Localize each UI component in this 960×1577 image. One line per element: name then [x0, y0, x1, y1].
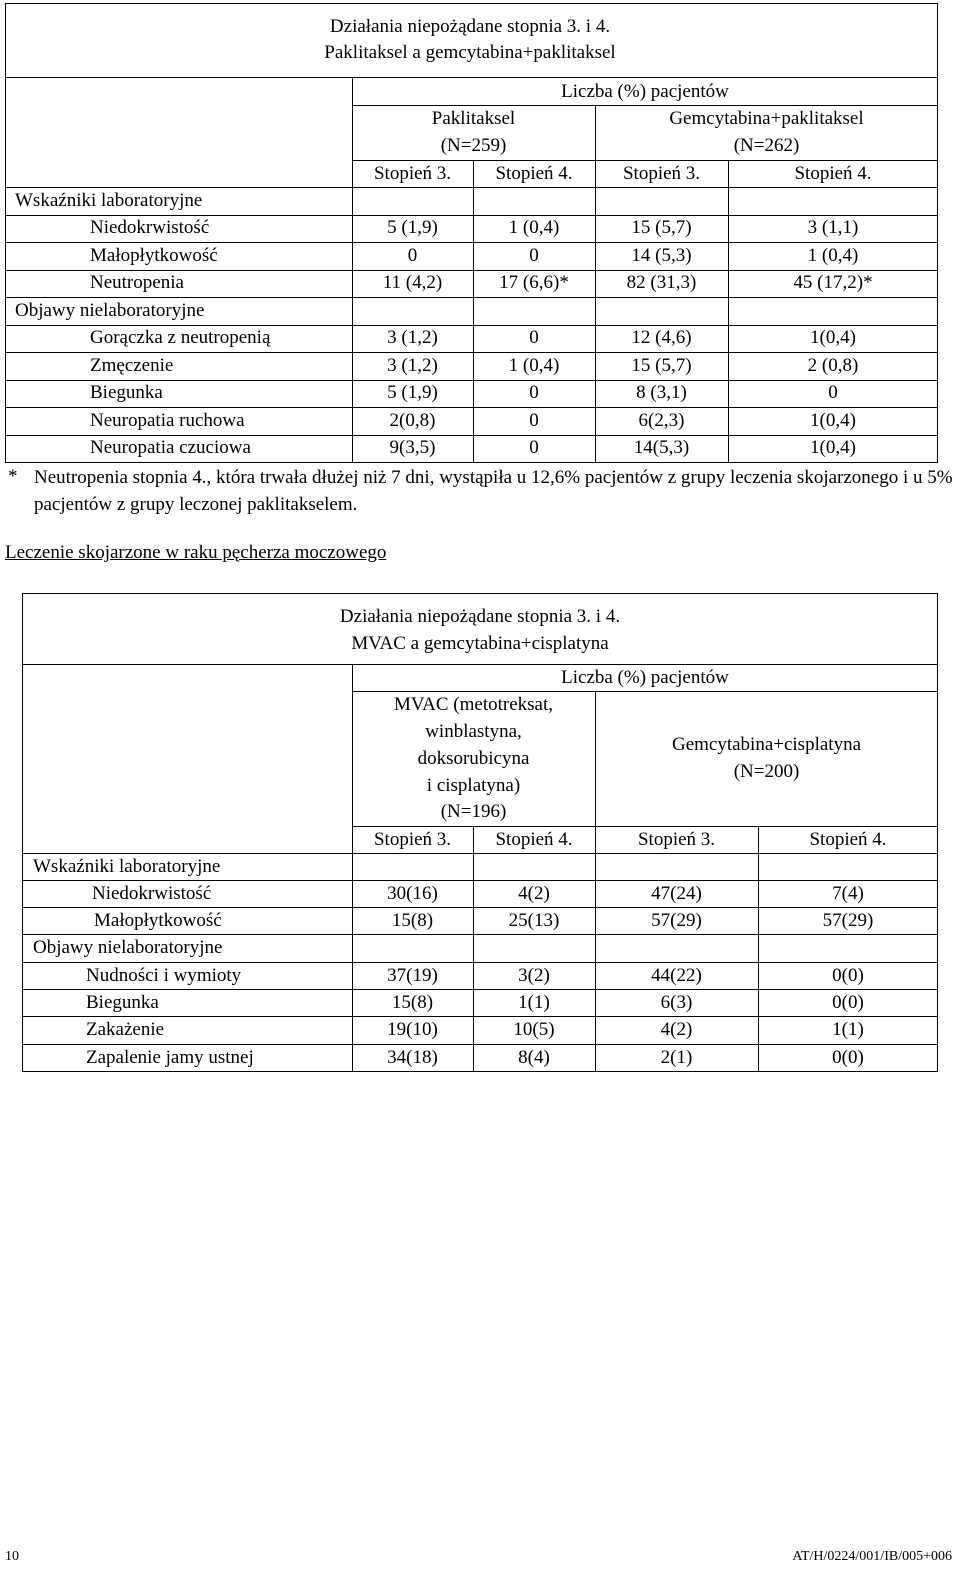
row-rule [5, 325, 938, 326]
row-rule [5, 242, 938, 243]
row-rule [22, 1044, 938, 1045]
table1-cell: 0 [529, 437, 539, 458]
row-rule [22, 907, 938, 908]
table1-row-label: Biegunka [90, 382, 163, 403]
row-rule [5, 380, 938, 381]
table2-group2-line2: (N=200) [733, 761, 800, 782]
table2-title-line2: MVAC a gemcytabina+cisplatyna [351, 633, 609, 654]
table1-cell: 6(2,3) [638, 410, 685, 431]
table2-cell: 57(29) [822, 910, 874, 931]
table2-group1-line: MVAC (metotreksat, [393, 694, 554, 715]
table1-cell: 5 (1,9) [387, 382, 438, 403]
table2-cell: 3(2) [518, 965, 550, 986]
table1-group2-line1: Gemcytabina+paklitaksel [669, 108, 864, 129]
table1-section-label: Objawy nielaboratoryjne [15, 300, 205, 321]
table1-header-rule [352, 105, 938, 106]
table2-cell: 4(2) [660, 1019, 693, 1040]
table1-cell: 45 (17,2)* [793, 272, 873, 293]
table2-cell: 30(16) [387, 883, 438, 904]
table1-cell: 17 (6,6)* [499, 272, 569, 293]
table2-group1-line: i cisplatyna) [426, 775, 521, 796]
table2-group1-line: doksorubicyna [417, 748, 530, 769]
row-rule [22, 1016, 938, 1017]
table1-row-label: Niedokrwistość [90, 217, 210, 238]
table1-grade-header: Stopień 4. [495, 163, 573, 184]
row-rule [5, 187, 938, 188]
table1-cell: 1(0,4) [810, 410, 856, 431]
table1-cell: 0 [529, 410, 539, 431]
table1-group2-line2: (N=262) [733, 135, 800, 156]
table2-group1-line: (N=196) [440, 801, 507, 822]
table2-cell: 47(24) [651, 883, 702, 904]
table2-row-label: Zakażenie [86, 1019, 165, 1040]
table1-row-label: Małopłytkowość [90, 245, 218, 266]
table1-cell: 1 (0,4) [508, 217, 560, 238]
table2-cell: 2(1) [660, 1047, 693, 1068]
table1-row-label: Zmęczenie [90, 355, 174, 376]
table2-cell: 44(22) [651, 965, 702, 986]
table2-cell: 1(1) [832, 1019, 864, 1040]
table2-section-label: Wskaźniki laboratoryjne [33, 856, 221, 877]
row-rule [5, 352, 938, 353]
table1-title-line2: Paklitaksel a gemcytabina+paklitaksel [324, 42, 616, 63]
table1-cell: 82 (31,3) [626, 272, 697, 293]
row-rule [22, 989, 938, 990]
section-heading: Leczenie skojarzone w raku pęcherza moczowego [5, 542, 387, 563]
table1-cell: 0 [529, 382, 539, 403]
table2-cell: 15(8) [391, 992, 434, 1013]
table2-cell: 57(29) [651, 910, 702, 931]
table1-row-label: Neutropenia [90, 272, 184, 293]
table2-cell: 1(1) [518, 992, 550, 1013]
row-rule [5, 215, 938, 216]
table1-cell: 0 [828, 382, 838, 403]
table1-cell: 5 (1,9) [387, 217, 438, 238]
table1-row-label: Gorączka z neutropenią [90, 327, 271, 348]
table2-row-label: Biegunka [86, 992, 159, 1013]
table1-title-line1: Działania niepożądane stopnia 3. i 4. [329, 16, 611, 37]
table1-cell: 1 (0,4) [807, 245, 859, 266]
table1-cell: 1(0,4) [810, 327, 856, 348]
table2-cell: 25(13) [508, 910, 560, 931]
table1-group1-line1: Paklitaksel [431, 108, 516, 129]
table1-cell: 14 (5,3) [631, 245, 692, 266]
table2-row-label: Niedokrwistość [92, 883, 212, 904]
table1-cell: 15 (5,7) [631, 355, 692, 376]
table2-cell: 0(0) [832, 965, 864, 986]
table1-cell: 15 (5,7) [631, 217, 692, 238]
table2-row-label: Nudności i wymioty [86, 965, 242, 986]
table2-cell: 15(8) [391, 910, 434, 931]
table1-cell: 8 (3,1) [636, 382, 687, 403]
table2-cell: 10(5) [513, 1019, 555, 1040]
table2-grade-header: Stopień 3. [373, 829, 452, 850]
table2-section-label: Objawy nielaboratoryjne [33, 937, 223, 958]
table1-grade-header: Stopień 3. [622, 163, 701, 184]
table2-header-rule [352, 691, 938, 692]
table1-cell: 9(3,5) [389, 437, 436, 458]
table2-title-line1: Działania niepożądane stopnia 3. i 4. [339, 606, 621, 627]
table1-footnote: Neutropenia stopnia 4., która trwała dłużej niż 7 dni, wystąpiła u 12,6% pacjentów z grupy leczenia skojarzonego i u 5% pacjentów z grupy leczonej paklitakselem. [34, 467, 953, 515]
row-rule [5, 270, 938, 271]
row-rule [22, 962, 938, 963]
table2-cell: 6(3) [660, 992, 693, 1013]
table2-header-count: Liczba (%) pacjentów [561, 667, 729, 688]
row-rule [22, 934, 938, 935]
table2-row-label: Zapalenie jamy ustnej [86, 1047, 254, 1068]
table1-cell: 2(0,8) [389, 410, 436, 431]
table1-cell: 3 (1,2) [387, 327, 438, 348]
table1-cell: 14(5,3) [633, 437, 690, 458]
table1-row-label: Neuropatia czuciowa [90, 437, 251, 458]
table2-cell: 37(19) [387, 965, 438, 986]
row-rule [5, 435, 938, 436]
table2-group2-line1: Gemcytabina+cisplatyna [671, 734, 862, 755]
table2-grade-header: Stopień 4. [809, 829, 887, 850]
table1-cell: 12 (4,6) [631, 327, 692, 348]
table1-cell: 1 (0,4) [508, 355, 560, 376]
table2-cell: 19(10) [387, 1019, 438, 1040]
table2-group-rule [352, 826, 938, 827]
table1-section-label: Wskaźniki laboratoryjne [15, 190, 203, 211]
table2-cell: 4(2) [518, 883, 550, 904]
row-rule [22, 880, 938, 881]
table1-header-count: Liczba (%) pacjentów [561, 81, 729, 102]
table1-cell: 0 [529, 245, 539, 266]
footnote-marker-overlay: * [8, 466, 18, 487]
table1-group1-line2: (N=259) [440, 135, 507, 156]
document-code: AT/H/0224/001/IB/005+006 [792, 1549, 952, 1564]
table2-group1-line: winblastyna, [425, 721, 522, 742]
table1-row-label: Neuropatia ruchowa [90, 410, 245, 431]
table1-cell: 1(0,4) [810, 437, 856, 458]
table2-cell: 34(18) [387, 1047, 438, 1068]
table2-grade-header: Stopień 4. [495, 829, 573, 850]
table1-group-rule [352, 160, 938, 161]
table1-cell: 0 [407, 245, 418, 266]
table2-title-divider [22, 664, 938, 665]
table1-cell: 0 [529, 327, 539, 348]
table2-grade-header: Stopień 3. [637, 829, 716, 850]
table1-title-divider [5, 77, 938, 78]
row-rule [5, 407, 938, 408]
table2-cell: 0(0) [832, 1047, 864, 1068]
table1-cell: 2 (0,8) [807, 355, 859, 376]
table1-cell: 11 (4,2) [382, 272, 443, 293]
row-rule [5, 297, 938, 298]
table2-cell: 0(0) [832, 992, 864, 1013]
row-rule [22, 853, 938, 854]
table2-cell: 8(4) [518, 1047, 550, 1068]
page-number: 10 [5, 1549, 19, 1564]
table1-cell: 3 (1,1) [807, 217, 859, 238]
table1-grade-header: Stopień 3. [373, 163, 452, 184]
table2-row-label: Małopłytkowość [94, 910, 222, 931]
table2-cell: 7(4) [832, 883, 864, 904]
table1-cell: 3 (1,2) [387, 355, 438, 376]
table1-grade-header: Stopień 4. [794, 163, 872, 184]
